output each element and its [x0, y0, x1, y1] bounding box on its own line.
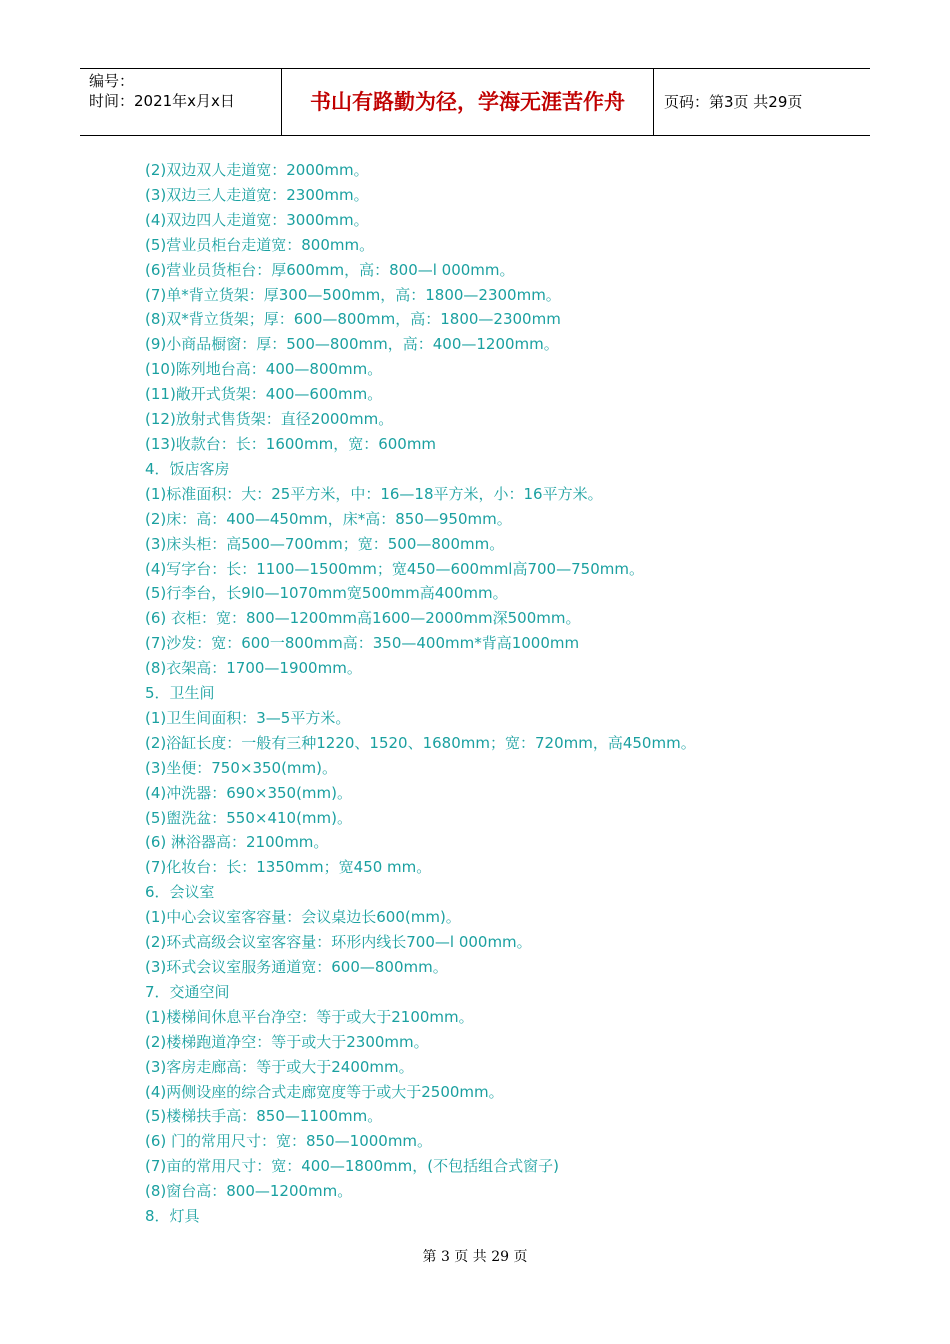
text-line: (13)收款台：长：1600mm，宽：600mm: [145, 434, 437, 453]
text-line: (11)敞开式货架：400—600mm。: [145, 385, 383, 404]
text-line: (5)楼梯扶手高：850—1100mm。: [145, 1107, 383, 1126]
text-line: (2)环式高级会议室客容量：环形内线长700—l 000mm。: [145, 933, 532, 952]
text-line: 7．交通空间: [145, 982, 230, 1001]
text-line: (3)床头柜：高500—700mm；宽：500—800mm。: [145, 534, 505, 553]
text-line: (10)陈列地台高：400—800mm。: [145, 360, 383, 379]
text-line: (7)亩的常用尺寸：宽：400—1800mm，(不包括组合式窗子): [145, 1157, 559, 1176]
document-body: [145, 158, 865, 1229]
motto: 书山有路勤为径，学海无涯苦作舟: [282, 69, 654, 135]
text-line: (3)客房走廊高：等于或大于2400mm。: [145, 1057, 414, 1076]
text-line: (1)楼梯间休息平台净空：等于或大于2100mm。: [145, 1007, 474, 1026]
text-line: (2)床：高：400—450mm，床*高：850—950mm。: [145, 509, 512, 528]
text-line: (4)两侧设座的综合式走廊宽度等于或大于2500mm。: [145, 1082, 504, 1101]
text-line: (7)化妆台：长：1350mm；宽450 mm。: [145, 858, 432, 877]
text-line: (8)衣架高：1700—1900mm。: [145, 659, 362, 678]
text-line: (5)营业员柜台走道宽：800mm。: [145, 235, 375, 254]
text-line: (2)楼梯跑道净空：等于或大于2300mm。: [145, 1032, 429, 1051]
text-line: (2)双边双人走道宽：2000mm。: [145, 161, 369, 179]
text-line: (3)双边三人走道宽：2300mm。: [145, 185, 369, 204]
time-label: 时间：2021年x月x日: [89, 92, 235, 110]
text-line: (5)行李台，长9l0—1070mm宽500mm高400mm。: [145, 584, 508, 603]
text-line: (6)营业员货柜台：厚600mm，高：800—l 000mm。: [145, 260, 515, 279]
page-footer: 第 3 页 共 29 页: [422, 1249, 528, 1265]
text-line: (12)放射式售货架：直径2000mm。: [145, 410, 394, 429]
text-line: (1)卫生间面积：3—5平方米。: [145, 708, 351, 727]
text-line: 5．卫生间: [145, 684, 215, 703]
text-line: (4)双边四人走道宽：3000mm。: [145, 210, 369, 229]
text-line: (8)双*背立货架；厚：600—800mm，高：1800—2300mm: [145, 310, 561, 329]
text-line: (1)标准面积：大：25平方米，中：16—18平方米，小：16平方米。: [145, 484, 603, 503]
text-line: 6．会议室: [145, 883, 215, 902]
text-line: (1)中心会议室客容量：会议桌边长600(mm)。: [145, 908, 461, 927]
text-line: (7)单*背立货架：厚300—500mm，高：1800—2300mm。: [145, 285, 561, 304]
page-info: 页码：第3页 共29页: [664, 93, 803, 111]
text-line: (3)环式会议室服务通道宽：600—800mm。: [145, 958, 448, 976]
text-line: (9)小商品橱窗：厚：500—800mm，高：400—1200mm。: [145, 335, 559, 354]
text-line: (4)写字台：长：1100—1500mm；宽450—600mml高700—750mm。: [145, 559, 644, 578]
text-line: (6) 衣柜：宽：800—1200mm高1600—2000mm深500mm。: [145, 609, 581, 628]
text-line: (4)冲洗器：690×350(mm)。: [145, 783, 353, 802]
text-line: 8．灯具: [145, 1207, 200, 1226]
text-line: (3)坐便：750×350(mm)。: [145, 758, 338, 777]
text-line: (6) 淋浴器高：2100mm。: [145, 833, 329, 852]
text-line: (2)浴缸长度：一般有三种1220、1520、1680mm；宽：720mm，高450mm。: [145, 733, 696, 752]
text-line: 4．饭店客房: [145, 459, 230, 478]
number-label: 编号：: [89, 72, 135, 90]
page-header: [80, 68, 870, 136]
text-line: (5)盥洗盆：550×410(mm)。: [145, 808, 353, 827]
text-line: (7)沙发：宽：600一800mm高：350—400mm*背高1000mm: [145, 634, 580, 653]
text-line: (8)窗台高：800—1200mm。: [145, 1182, 353, 1201]
text-line: (6) 门的常用尺寸：宽：850—1000mm。: [145, 1132, 433, 1151]
header-meta-cell: [80, 69, 282, 135]
